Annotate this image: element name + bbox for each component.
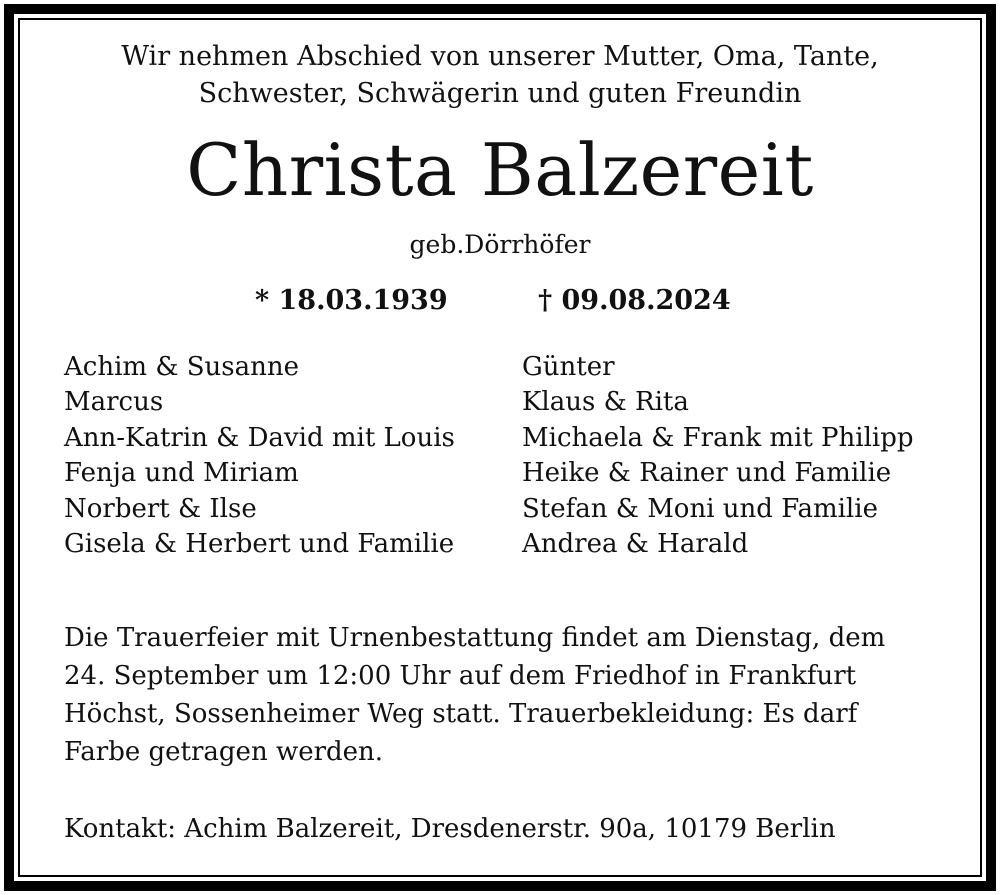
list-item: Norbert & Ilse bbox=[64, 493, 257, 524]
mourners-list-left bbox=[64, 350, 455, 562]
list-item: Stefan & Moni und Familie bbox=[522, 493, 878, 524]
list-item: Klaus & Rita bbox=[522, 387, 689, 418]
deceased-name: Christa Balzereit bbox=[186, 128, 814, 212]
intro-line-2: Schwester, Schwägerin und guten Freundin bbox=[198, 78, 802, 109]
list-item: Fenja und Miriam bbox=[64, 458, 299, 489]
death-date: † 09.08.2024 bbox=[538, 285, 731, 316]
list-item: Günter bbox=[522, 352, 615, 382]
funeral-service-notice bbox=[64, 619, 964, 771]
mourners-list-right bbox=[522, 350, 914, 562]
list-item: Ann-Katrin & David mit Louis bbox=[64, 422, 455, 453]
list-item: Heike & Rainer und Familie bbox=[522, 458, 892, 489]
service-line: 24. September um 12:00 Uhr auf dem Friedhof in Frankfurt bbox=[64, 661, 857, 691]
list-item: Gisela & Herbert und Familie bbox=[64, 529, 455, 560]
list-item: Achim & Susanne bbox=[64, 352, 300, 382]
birth-date: * 18.03.1939 bbox=[255, 285, 448, 316]
intro-line-1: Wir nehmen Abschied von unserer Mutter, Oma, Tante, bbox=[121, 41, 879, 72]
list-item: Marcus bbox=[64, 387, 164, 418]
service-line: Höchst, Sossenheimer Weg statt. Trauerbekleidung: Es darf bbox=[64, 699, 858, 729]
contact-line: Kontakt: Achim Balzereit, Dresdenerstr. 90a, 10179 Berlin bbox=[64, 814, 836, 844]
service-line: Farbe getragen werden. bbox=[64, 737, 384, 767]
maiden-name: geb.Dörrhöfer bbox=[409, 230, 591, 259]
list-item: Andrea & Harald bbox=[522, 529, 749, 560]
service-line: Die Trauerfeier mit Urnenbestattung findet am Dienstag, dem bbox=[64, 623, 886, 653]
list-item: Michaela & Frank mit Philipp bbox=[522, 422, 914, 453]
